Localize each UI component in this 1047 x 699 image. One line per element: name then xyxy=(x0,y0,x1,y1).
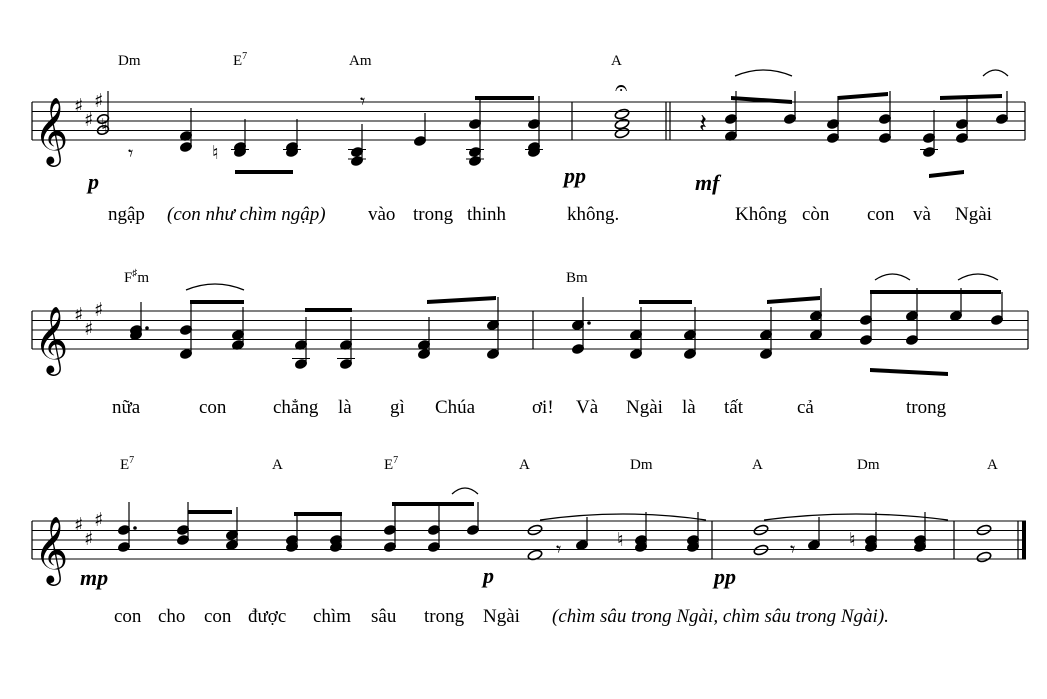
notehead xyxy=(976,551,992,563)
quarter-rest-icon: 𝄽 xyxy=(699,109,707,139)
beam xyxy=(838,92,888,100)
dynamic-marking: mf xyxy=(695,170,720,195)
note xyxy=(990,292,1003,326)
note xyxy=(575,517,588,551)
beam xyxy=(639,300,692,304)
natural-icon: ♮ xyxy=(849,529,856,551)
chord-symbol: $E^7$ xyxy=(120,455,135,473)
chord-symbol: Dm xyxy=(630,457,653,473)
tie-slur xyxy=(875,274,910,280)
lyric-syllable: chìm xyxy=(313,606,351,627)
eighth-rest-icon: 𝄾 xyxy=(790,537,796,561)
note xyxy=(783,91,796,125)
beam xyxy=(870,368,948,376)
tie-slur xyxy=(958,274,998,280)
note xyxy=(683,307,696,360)
note xyxy=(486,297,499,360)
treble-clef-icon: 𝄞 xyxy=(34,305,69,373)
lyric-syllable: là xyxy=(682,397,696,418)
beam xyxy=(427,296,496,304)
beam xyxy=(305,308,352,312)
sharp-icon: ♯ xyxy=(94,299,104,321)
beam xyxy=(190,300,244,304)
sharp-icon: ♯ xyxy=(84,109,94,131)
note xyxy=(292,317,310,370)
notehead xyxy=(614,127,630,139)
eighth-rest-icon: 𝄾 xyxy=(360,89,366,113)
chord-symbol: $E^7$ xyxy=(233,51,248,69)
note xyxy=(807,517,820,551)
note xyxy=(759,307,772,360)
note xyxy=(955,96,968,144)
natural-icon: ♮ xyxy=(617,529,624,551)
note xyxy=(337,317,355,370)
note xyxy=(571,297,590,355)
chord-symbol: A xyxy=(272,457,283,473)
lyric-syllable: trong xyxy=(413,204,454,225)
chord-symbol: Bm xyxy=(566,270,588,286)
lyric-syllable: Ngài xyxy=(483,606,520,627)
note xyxy=(614,108,630,139)
chord-symbol: $E^7$ xyxy=(384,455,399,473)
lyric-syllable: cả xyxy=(797,397,814,418)
tie-slur xyxy=(452,488,478,494)
note xyxy=(231,119,249,158)
note xyxy=(634,512,647,553)
dynamic-marking: pp xyxy=(564,163,586,188)
note xyxy=(176,502,189,546)
lyric-syllable: Không xyxy=(735,204,787,225)
dynamic-marking: p xyxy=(483,563,494,588)
tie-slur xyxy=(735,70,792,76)
note xyxy=(527,524,543,561)
eighth-rest-icon: 𝄾 xyxy=(556,537,562,561)
beam xyxy=(392,502,474,506)
lyric-syllable: con xyxy=(199,397,227,418)
sharp-icon: ♯ xyxy=(94,90,104,112)
note xyxy=(329,512,342,553)
note xyxy=(920,110,938,158)
chord-symbol: F♯m xyxy=(124,268,150,286)
notehead xyxy=(614,108,630,120)
lyric-syllable: con xyxy=(867,204,895,225)
lyric-syllable: thinh xyxy=(467,204,507,225)
beam xyxy=(475,96,534,100)
dynamic-marking: pp xyxy=(714,564,736,589)
beam xyxy=(929,170,964,178)
lyric-syllable: con xyxy=(204,606,232,627)
note xyxy=(383,502,396,553)
beam xyxy=(870,290,1001,294)
final-barline xyxy=(1022,521,1026,559)
note xyxy=(629,307,642,360)
lyric-syllable: là xyxy=(338,397,352,418)
dynamic-marking: mp xyxy=(80,565,109,590)
beam xyxy=(235,170,293,174)
augmentation-dot xyxy=(133,526,137,530)
beam xyxy=(294,512,342,516)
note xyxy=(905,288,918,346)
lyric-syllable: ơi! xyxy=(532,397,554,418)
lyric-syllable: vào xyxy=(368,204,396,225)
augmentation-dot xyxy=(145,326,149,330)
lyric-syllable: sâu xyxy=(371,606,397,627)
staff-system-3 xyxy=(32,455,1026,627)
lyric-syllable: cho xyxy=(158,606,186,627)
sharp-icon: ♯ xyxy=(84,528,94,550)
note xyxy=(859,292,872,346)
tie-slur xyxy=(764,514,948,520)
note xyxy=(976,524,992,563)
chord-symbol: A xyxy=(987,457,998,473)
staff-system-1 xyxy=(32,51,1025,225)
note xyxy=(285,512,298,553)
sharp-icon: ♯ xyxy=(94,509,104,531)
note xyxy=(466,502,479,536)
natural-icon: ♮ xyxy=(101,115,108,137)
lyric-syllable: ngập xyxy=(108,204,145,225)
tie-slur xyxy=(983,70,1008,76)
note xyxy=(417,317,430,360)
tie-slur xyxy=(540,514,706,520)
lyric-syllable: Ngài xyxy=(955,204,992,225)
lyric-syllable: không. xyxy=(567,204,620,225)
sharp-icon: ♯ xyxy=(84,318,94,340)
note xyxy=(117,502,136,553)
lyric-syllable: được xyxy=(248,606,287,627)
augmentation-dot xyxy=(587,321,591,325)
chord-symbol: A xyxy=(752,457,763,473)
chord-symbol: Dm xyxy=(857,457,880,473)
lyric-syllable: trong xyxy=(424,606,465,627)
beam xyxy=(188,510,232,514)
note xyxy=(826,96,839,144)
tie-slur xyxy=(186,284,244,290)
note xyxy=(809,288,822,341)
note xyxy=(231,307,244,351)
eighth-rest-icon: 𝄾 xyxy=(128,141,134,165)
lyric-syllable: tất xyxy=(724,397,743,418)
lyric-syllable: Chúa xyxy=(435,397,476,418)
chord-symbol: A xyxy=(611,53,622,69)
treble-clef-icon: 𝄞 xyxy=(34,515,69,583)
lyric-syllable: (chìm sâu trong Ngài, chìm sâu trong Ngài). xyxy=(552,606,889,627)
lyric-syllable: còn xyxy=(802,204,830,225)
note xyxy=(466,96,484,167)
lyric-syllable: nữa xyxy=(112,397,141,418)
treble-clef-icon: 𝄞 xyxy=(34,96,69,164)
sharp-icon: ♯ xyxy=(74,514,84,536)
chord-symbol: A xyxy=(519,457,530,473)
lyric-syllable: (con như chìm ngập) xyxy=(167,204,326,225)
beam xyxy=(731,96,792,104)
sharp-icon: ♯ xyxy=(74,304,84,326)
fermata-icon: 𝄐 xyxy=(615,76,628,101)
natural-icon: ♮ xyxy=(212,142,219,164)
note xyxy=(913,512,926,553)
sharp-icon: ♯ xyxy=(74,95,84,117)
chord-symbol: Am xyxy=(349,53,372,69)
staff-system-2 xyxy=(32,268,1028,418)
note xyxy=(413,113,426,147)
beam xyxy=(767,296,820,304)
chord-symbol: Dm xyxy=(118,53,141,69)
lyric-syllable: con xyxy=(114,606,142,627)
note xyxy=(878,91,891,144)
lyric-syllable: Ngài xyxy=(626,397,663,418)
beam xyxy=(940,94,1002,100)
dynamic-marking: p xyxy=(88,169,99,194)
lyric-syllable: và xyxy=(913,204,931,225)
note xyxy=(129,302,148,341)
lyric-syllable: chẳng xyxy=(273,397,319,418)
note xyxy=(283,119,301,158)
note xyxy=(864,512,877,553)
lyric-syllable: Và xyxy=(576,397,599,418)
lyric-syllable: trong xyxy=(906,397,947,418)
lyric-syllable: gì xyxy=(390,397,405,418)
note xyxy=(525,96,543,158)
note xyxy=(427,502,440,553)
